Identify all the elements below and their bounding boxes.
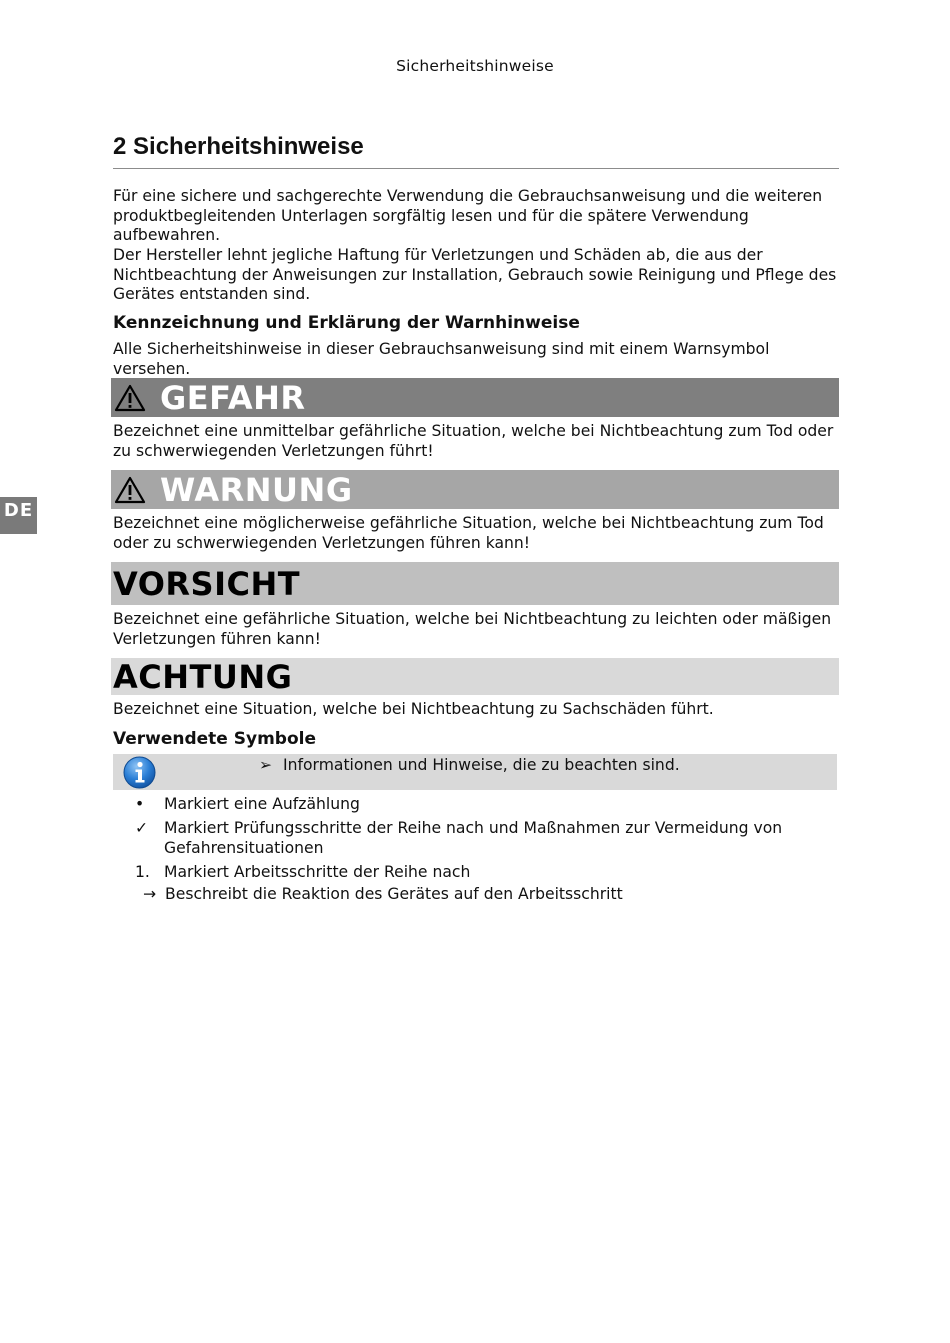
info-symbol-row <box>113 754 837 790</box>
arrow-right-icon: → <box>143 885 157 903</box>
list-item-text: Markiert Prüfungsschritte der Reihe nach und Maßnahmen zur Vermeidung von Gefahrensituationen <box>164 819 783 857</box>
warnung-description: Bezeichnet eine möglicherweise gefährliche Situation, welche bei Nichtbeachtung zum Tod oder zu schwerwiegenden Verletzungen führen kann! <box>113 514 824 552</box>
warnung-label: WARNUNG <box>160 470 353 509</box>
warning-triangle-icon <box>114 476 146 504</box>
intro-paragraph: Für eine sichere und sachgerechte Verwendung die Gebrauchsanweisung und die weiteren produktbegleitenden Unterlagen sorgfältig lesen und für die spätere Verwendung aufbewahren. <box>113 187 823 244</box>
chapter-title: 2 Sicherheitshinweise <box>113 133 839 169</box>
gefahr-band <box>111 378 839 417</box>
bullet-marker: • <box>135 795 145 813</box>
gefahr-label: GEFAHR <box>160 378 306 417</box>
result-text: Beschreibt die Reaktion des Gerätes auf den Arbeitsschritt <box>165 885 623 903</box>
info-marker: ➢ <box>259 756 273 774</box>
info-symbol-text <box>259 756 680 775</box>
gefahr-description: Bezeichnet eine unmittelbar gefährliche Situation, welche bei Nichtbeachtung zum Tod oder zu schwerwiegenden Verletzungen führt! <box>113 422 834 460</box>
vorsicht-description: Bezeichnet eine gefährliche Situation, welche bei Nichtbeachtung zu leichten oder mäßigen Verletzungen führen kann! <box>113 610 832 648</box>
vorsicht-label: VORSICHT <box>113 564 301 603</box>
list-item <box>113 819 839 858</box>
result-item <box>143 885 623 905</box>
achtung-band <box>111 658 839 695</box>
achtung-description: Bezeichnet eine Situation, welche bei Nichtbeachtung zu Sachschäden führt. <box>113 700 714 718</box>
info-text: Informationen und Hinweise, die zu beachten sind. <box>283 756 680 774</box>
list-item <box>113 795 839 815</box>
warnings-intro: Alle Sicherheitshinweise in dieser Gebrauchsanweisung sind mit einem Warnsymbol versehen. <box>113 340 770 378</box>
warnung-band <box>111 470 839 509</box>
liability-paragraph: Der Hersteller lehnt jegliche Haftung für Verletzungen und Schäden ab, die aus der Nichtbeachtung der Anweisungen zur Installation, Gebrauch sowie Reinigung und Pflege des Gerätes entstanden sind. <box>113 246 837 303</box>
symbols-heading: Verwendete Symbole <box>113 729 316 749</box>
list-item-text: Markiert Arbeitsschritte der Reihe nach <box>164 863 471 881</box>
info-icon <box>123 756 156 789</box>
step-number-marker: 1. <box>135 863 150 881</box>
check-marker: ✓ <box>135 819 149 837</box>
achtung-label: ACHTUNG <box>113 657 293 696</box>
warnings-heading: Kennzeichnung und Erklärung der Warnhinweise <box>113 313 580 333</box>
list-item-text: Markiert eine Aufzählung <box>164 795 360 813</box>
language-tab: DE <box>0 497 37 534</box>
list-item <box>113 863 839 883</box>
running-header: Sicherheitshinweise <box>396 57 554 75</box>
vorsicht-band <box>111 562 839 605</box>
warning-triangle-icon <box>114 384 146 412</box>
